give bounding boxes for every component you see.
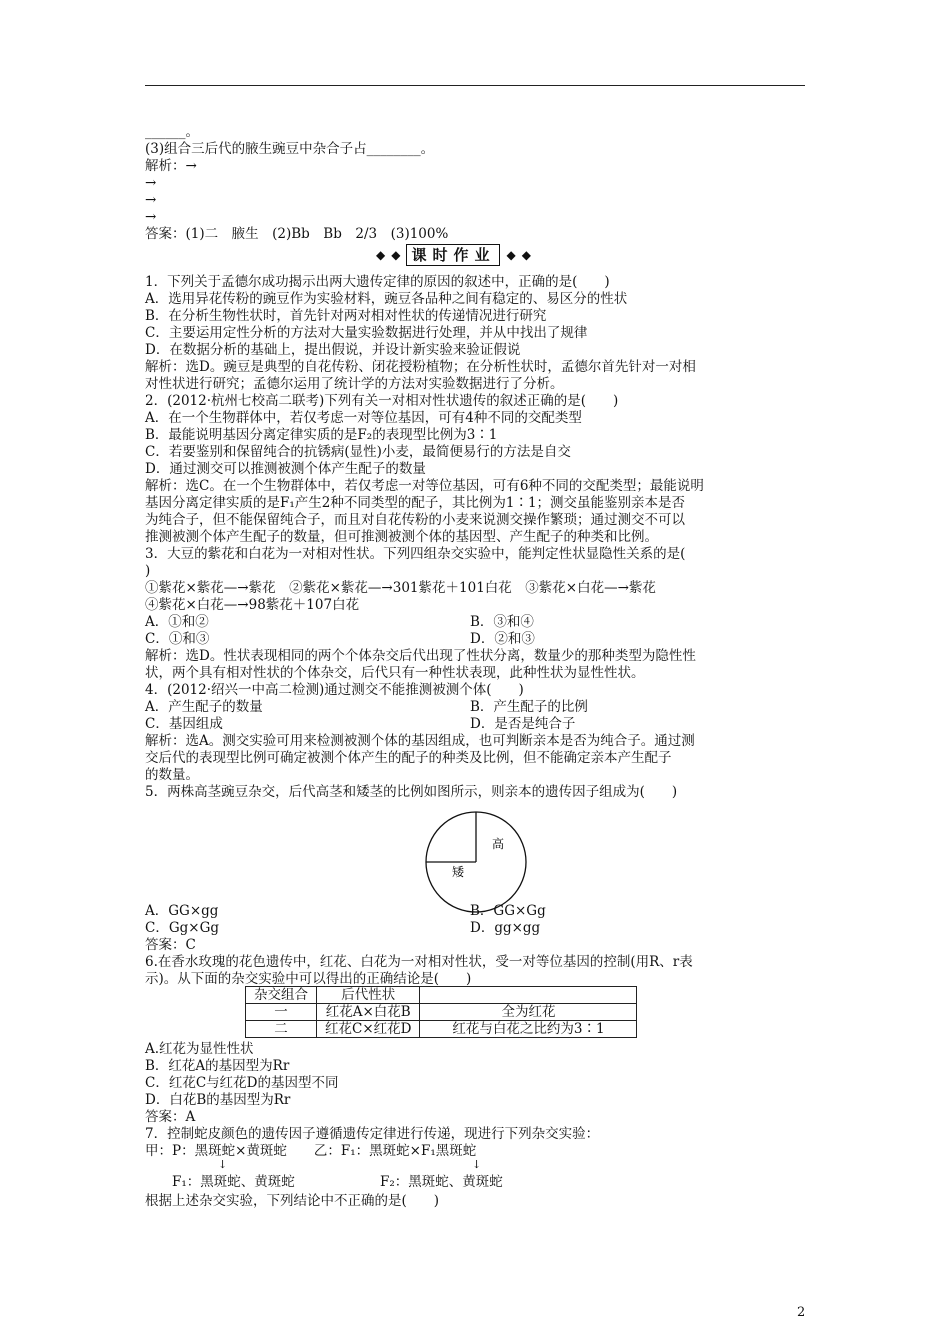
option: D．gg×gg [470,920,541,936]
option: D．白花B的基因型为Rr [145,1092,291,1108]
table-cell: 红花A×白花B [317,1004,420,1021]
option: C．基因组成 [145,716,223,732]
explanation: 基因分离定律实质的是F₁产生2种不同类型的配子，其比例为1∶1；测交虽能鉴别亲本是否 [145,495,686,511]
down-arrow-icon: ↓ [472,1158,482,1171]
question-2: 2．(2012·杭州七校高二联考)下列有关一对相对性状遗传的叙述正确的是( ) [145,393,619,409]
page-number: 2 [797,1305,806,1320]
down-arrow-icon: ↓ [218,1158,228,1171]
pie-label-tall: 高 [491,837,505,851]
table-row [246,1021,637,1038]
text-line: 示)。从下面的杂交实验中可以得出的正确结论是( ) [145,971,472,987]
diamond-icon: ◆ [391,248,401,262]
text-line: 根据上述杂交实验，下列结论中不正确的是( ) [145,1193,440,1209]
diamond-icon: ◆ [376,248,386,262]
option: B．③和④ [470,614,534,630]
table-header-cell: 杂交组合 [246,987,317,1004]
option: C．若要鉴别和保留纯合的抗锈病(显性)小麦，最简便易行的方法是自交 [145,444,571,460]
text-line: → [145,209,157,225]
answer-line: 答案：(1)二 腋生 (2)Bb Bb 2/3 (3)100% [145,226,449,242]
explanation: 解析：选D。性状表现相同的两个个体杂交后代出现了性状分离，数量少的那种类型为隐性性 [145,648,696,664]
option: A．产生配子的数量 [145,699,263,715]
option: C．主要运用定性分析的方法对大量实验数据进行处理，并从中找出了规律 [145,325,588,341]
table-header-cell: 后代性状 [317,987,420,1004]
explanation: 交后代的表现型比例可确定被测个体产生的配子的种类及比例，但不能确定亲本产生配子 [145,750,672,766]
option: A．GG×gg [145,903,219,919]
table-header-cell [420,987,637,1004]
option: A．在一个生物群体中，若仅考虑一对等位基因，可有4种不同的交配类型 [145,410,582,426]
table-cell: 二 [246,1021,317,1038]
option: B．在分析生物性状时，首先针对两对相对性状的传递情况进行研究 [145,308,547,324]
table-header-row [246,987,637,1004]
explanation: 解析：选C。在一个生物群体中，若仅考虑一对等位基因，可有6种不同的交配类型；最能说明 [145,478,704,494]
explanation: 状，两个具有相对性状的个体杂交，后代只有一种性状表现，此种性状为显性性状。 [145,665,645,681]
explanation: 的数量。 [145,767,199,783]
option: D．在数据分析的基础上，提出假说，并设计新实验来验证假说 [145,342,521,358]
table-row [246,1004,637,1021]
option: A.红花为显性性状 [145,1041,254,1057]
answer-line: 答案：A [145,1109,196,1125]
option: A．①和② [145,614,209,630]
option: C．红花C与红花D的基因型不同 [145,1075,339,1091]
answer-line: 答案：C [145,937,196,953]
question-5: 5．两株高茎豌豆杂交，后代高茎和矮茎的比例如图所示，则亲本的遗传因子组成为( ) [145,784,678,800]
explanation: 推测被测个体产生配子的数量，但可推测被测个体的基因型、产生配子的种类和比例。 [145,529,658,545]
option: B．红花A的基因型为Rr [145,1058,290,1074]
option: C．Gg×Gg [145,920,219,936]
offspring-line: F₁：黑斑蛇、黄斑蛇 [172,1174,295,1190]
section-banner [376,243,531,267]
text-line: → [145,192,157,208]
option: C．①和③ [145,631,210,647]
option: D．是否是纯合子 [470,716,576,732]
table-cell: 红花C×红花D [317,1021,420,1038]
table-cell: 一 [246,1004,317,1021]
explanation: 解析：选A。测交实验可用来检测被测个体的基因组成，也可判断亲本是否为纯合子。通过测 [145,733,695,749]
cross-line: 甲：P：黑斑蛇×黄斑蛇 乙：F₁：黑斑蛇×F₁黑斑蛇 [145,1143,477,1159]
table-cell: 红花与白花之比约为3∶1 [420,1021,637,1038]
question-4: 4．(2012·绍兴一中高二检测)通过测交不能推测被测个体( ) [145,682,524,698]
option: D．通过测交可以推测被测个体产生配子的数量 [145,461,426,477]
question-3: 3．大豆的紫花和白花为一对相对性状。下列四组杂交实验中，能判定性状显隐性关系的是( [145,546,686,562]
explanation: 解析：选D。豌豆是典型的自花传粉、闭花授粉植物；在分析性状时，孟德尔首先针对一对相 [145,359,696,375]
diamond-icon: ◆ [506,248,516,262]
pie-label-short: 矮 [451,865,465,879]
question-6: 6.在香水玫瑰的花色遗传中，红花、白花为一对相对性状，受一对等位基因的控制(用R、r表 [145,954,693,970]
text-line: ______。 [145,124,199,140]
explanation: 为纯合子，但不能保留纯合子，而且对自花传粉的小麦来说测交操作繁琐；通过测交不可以 [145,512,685,528]
text-line: (3)组合三后代的腋生豌豆中杂合子占________。 [145,141,435,157]
option: D．②和③ [470,631,535,647]
text-line: ) [145,563,151,579]
table-cell: 全为红花 [420,1004,637,1021]
option: B．最能说明基因分离定律实质的是F₂的表现型比例为3∶1 [145,427,498,443]
question-1: 1．下列关于孟德尔成功揭示出两大遗传定律的原因的叙述中，正确的是( ) [145,274,610,290]
pie-chart [424,810,528,914]
cross-line: ④紫花×白花—→98紫花＋107白花 [145,597,360,613]
text-line: → [145,175,157,191]
offspring-line: F₂：黑斑蛇、黄斑蛇 [380,1174,503,1190]
text-line: 解析：→ [145,158,197,174]
option: A．选用异花传粉的豌豆作为实验材料，豌豆各品种之间有稳定的、易区分的性状 [145,291,628,307]
option: B．GG×Gg [470,903,546,919]
option: B．产生配子的比例 [470,699,588,715]
cross-table [245,986,637,1038]
diamond-icon: ◆ [521,248,531,262]
explanation: 对性状进行研究；孟德尔运用了统计学的方法对实验数据进行了分析。 [145,376,564,392]
cross-line: ①紫花×紫花—→紫花 ②紫花×紫花—→301紫花＋101白花 ③紫花×白花—→紫花 [145,580,656,596]
header-rule [145,85,805,86]
section-title: 课时作业 [406,244,500,266]
question-7: 7．控制蛇皮颜色的遗传因子遵循遗传定律进行传递，现进行下列杂交实验： [145,1126,600,1142]
